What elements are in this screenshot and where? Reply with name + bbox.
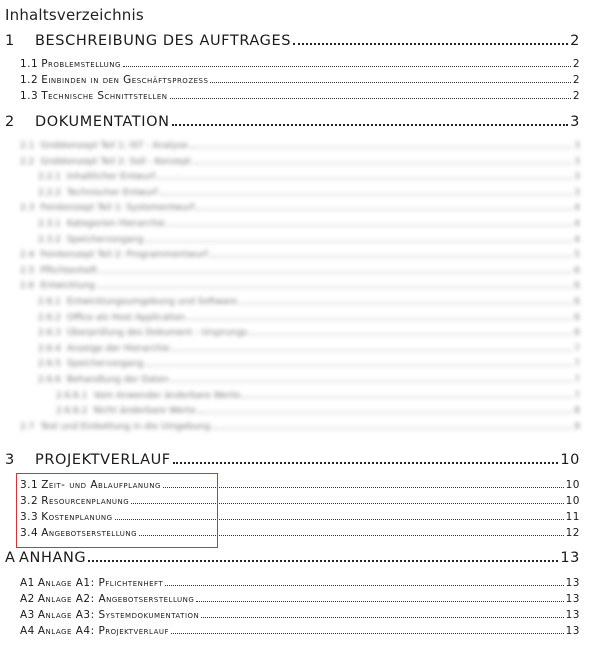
dot-leader bbox=[88, 560, 558, 562]
page-number: 2 bbox=[572, 90, 580, 102]
section-title: BESCHREIBUNG DES AUFTRAGES bbox=[35, 33, 292, 49]
dot-leader bbox=[123, 66, 571, 67]
entry-title: Technischer Entwurf bbox=[66, 188, 158, 198]
toc-entry-blurred[interactable] bbox=[38, 297, 580, 307]
dot-leader bbox=[171, 381, 573, 382]
page-number: 6 bbox=[574, 328, 580, 338]
entry-number: 2.6.3 bbox=[38, 328, 61, 338]
entry-number: 2.6 bbox=[20, 281, 35, 291]
entry-title: Pflichtenheft bbox=[40, 266, 98, 276]
dot-leader bbox=[249, 334, 572, 335]
entry-title: Einbinden in den Geschäftsprozess bbox=[41, 74, 209, 86]
entry-number: A4 bbox=[20, 625, 35, 637]
dot-leader bbox=[145, 365, 572, 366]
dot-leader bbox=[171, 633, 564, 634]
page-number: 3 bbox=[574, 141, 580, 151]
dot-leader bbox=[196, 209, 572, 210]
toc-entry-blurred[interactable] bbox=[20, 281, 580, 291]
toc-entry-blurred[interactable] bbox=[38, 235, 580, 245]
dot-leader bbox=[187, 319, 572, 320]
entry-title: Behandlung der Daten bbox=[66, 375, 169, 385]
toc-entry-a4[interactable] bbox=[20, 625, 580, 637]
entry-number: 2.6.6.1 bbox=[56, 391, 88, 401]
entry-title: Grobkonzept Teil 1: IST - Analyse bbox=[40, 141, 188, 151]
toc-title: Inhaltsverzeichnis bbox=[5, 6, 144, 24]
dot-leader bbox=[212, 428, 572, 429]
toc-entry-blurred[interactable] bbox=[56, 406, 580, 416]
page-number: 13 bbox=[565, 625, 580, 637]
entry-number: 2.6.5 bbox=[38, 359, 61, 369]
toc-entry-blurred[interactable] bbox=[20, 203, 580, 213]
entry-title: Anzeige der Hierarchie bbox=[66, 344, 170, 354]
page-number: 13 bbox=[565, 577, 580, 589]
entry-title: Entwicklungsumgebung und Software bbox=[66, 297, 238, 307]
dot-leader bbox=[242, 397, 572, 398]
page-number: 11 bbox=[565, 511, 580, 523]
entry-title: Entwicklung bbox=[40, 281, 95, 291]
dot-leader bbox=[193, 163, 572, 164]
entry-number: 2.2 bbox=[20, 157, 35, 167]
page-number: 2 bbox=[572, 58, 580, 70]
toc-entry-blurred[interactable] bbox=[38, 375, 580, 385]
entry-number: 2.6.1 bbox=[38, 297, 61, 307]
page-number: 7 bbox=[574, 344, 580, 354]
entry-number: A2 bbox=[20, 593, 35, 605]
entry-number: 1.2 bbox=[20, 74, 39, 86]
page-number: 3 bbox=[570, 114, 580, 130]
page-number: 8 bbox=[574, 406, 580, 416]
entry-title: Kostenplanung bbox=[41, 511, 113, 523]
entry-number: 1.3 bbox=[20, 90, 39, 102]
entry-number: 3.4 bbox=[20, 527, 39, 539]
toc-entry-blurred[interactable] bbox=[38, 219, 580, 229]
toc-entry-blurred[interactable] bbox=[38, 172, 580, 182]
entry-number: 2.7 bbox=[20, 422, 35, 432]
page-number: 7 bbox=[574, 359, 580, 369]
entry-title: Feinkonzept Teil 2: Programmentwurf bbox=[40, 250, 208, 260]
section-title: ANHANG bbox=[19, 550, 87, 566]
entry-number: 2.3.2 bbox=[38, 235, 61, 245]
entry-title: Grobkonzept Teil 2: Soll - Konzept bbox=[40, 157, 191, 167]
page-number: 12 bbox=[565, 527, 580, 539]
section-number: 2 bbox=[5, 114, 15, 130]
entry-number: A1 bbox=[20, 577, 35, 589]
toc-entry-blurred[interactable] bbox=[20, 141, 580, 151]
entry-title: Speichervorgang bbox=[66, 359, 144, 369]
toc-entry-a2[interactable] bbox=[20, 593, 580, 605]
entry-title: Angebotserstellung bbox=[41, 527, 138, 539]
page-number: 10 bbox=[565, 495, 580, 507]
page-number: 3 bbox=[574, 188, 580, 198]
dot-leader bbox=[172, 350, 573, 351]
entry-title: Vom Anwender änderbare Werte bbox=[93, 391, 241, 401]
entry-title: Anlage A1: Pflichtenheft bbox=[37, 577, 164, 589]
page-number: 2 bbox=[572, 74, 580, 86]
dot-leader bbox=[196, 601, 563, 602]
entry-title: Resourcenplanung bbox=[41, 495, 130, 507]
page-number: 6 bbox=[574, 281, 580, 291]
section-number: 3 bbox=[5, 452, 15, 468]
dot-leader bbox=[210, 82, 570, 83]
section-number: 1 bbox=[5, 33, 15, 49]
toc-entry-blurred[interactable] bbox=[20, 250, 580, 260]
entry-title: Feinkonzept Teil 1: Systementwurf bbox=[40, 203, 195, 213]
page-number: 10 bbox=[560, 452, 580, 468]
page-number: 5 bbox=[574, 250, 580, 260]
page-number: 6 bbox=[574, 313, 580, 323]
entry-title: Technische Schnittstellen bbox=[41, 90, 168, 102]
entry-number: 2.2.1 bbox=[38, 172, 61, 182]
entry-title: Office als Host Application bbox=[66, 313, 186, 323]
page-number: 10 bbox=[565, 479, 580, 491]
toc-entry-blurred[interactable] bbox=[38, 313, 580, 323]
page-number: 6 bbox=[574, 266, 580, 276]
entry-title: Test und Einbettung in die Umgebung bbox=[40, 422, 211, 432]
dot-leader bbox=[160, 194, 573, 195]
dot-leader bbox=[165, 585, 563, 586]
highlight-box bbox=[16, 473, 218, 548]
entry-title: Anlage A3: Systemdokumentation bbox=[37, 609, 200, 621]
entry-title: Anlage A4: Projektverlauf bbox=[37, 625, 170, 637]
toc-entry-a3[interactable] bbox=[20, 609, 580, 621]
page-number: 4 bbox=[574, 235, 580, 245]
toc-entry-1-3[interactable] bbox=[20, 90, 580, 102]
entry-title: Problemstellung bbox=[41, 58, 121, 70]
dot-leader bbox=[173, 462, 559, 464]
entry-title: Überprüfung des Dokument - Ursprungs bbox=[66, 328, 248, 338]
entry-title: Zeit- und Ablaufplanung bbox=[41, 479, 161, 491]
dot-leader bbox=[170, 98, 571, 99]
toc-entry-blurred[interactable] bbox=[38, 344, 580, 354]
entry-title: Inhaltlicher Entwurf bbox=[66, 172, 156, 182]
toc-entry-1-2[interactable] bbox=[20, 74, 580, 86]
section-number: A bbox=[5, 550, 16, 566]
toc-section-a[interactable] bbox=[5, 550, 580, 566]
entry-number: 2.2.2 bbox=[38, 188, 61, 198]
dot-leader bbox=[145, 241, 572, 242]
page-number: 7 bbox=[574, 391, 580, 401]
entry-number: 2.6.4 bbox=[38, 344, 61, 354]
entry-title: Kategorien Hierarchie bbox=[66, 219, 165, 229]
toc-entry-a1[interactable] bbox=[20, 577, 580, 589]
page-number: 13 bbox=[565, 593, 580, 605]
entry-number: 2.3.1 bbox=[38, 219, 61, 229]
page-number: 6 bbox=[574, 297, 580, 307]
toc-entry-blurred[interactable] bbox=[20, 157, 580, 167]
page-number: 4 bbox=[574, 219, 580, 229]
page-number: 13 bbox=[565, 609, 580, 621]
toc-entry-1-1[interactable] bbox=[20, 58, 580, 70]
page-number: 13 bbox=[560, 550, 580, 566]
toc-section-2[interactable] bbox=[5, 114, 580, 130]
toc-section-3[interactable] bbox=[5, 452, 580, 468]
entry-number: 2.4 bbox=[20, 250, 35, 260]
toc-entry-blurred[interactable] bbox=[56, 391, 580, 401]
page-number: 2 bbox=[570, 33, 580, 49]
dot-leader bbox=[97, 287, 572, 288]
page-number: 9 bbox=[574, 422, 580, 432]
entry-title: Speichervorgang bbox=[66, 235, 144, 245]
dot-leader bbox=[157, 178, 572, 179]
entry-number: 2.5 bbox=[20, 266, 35, 276]
dot-leader bbox=[293, 43, 568, 45]
entry-number: 3.2 bbox=[20, 495, 39, 507]
dot-leader bbox=[210, 256, 573, 257]
page-number: 4 bbox=[574, 203, 580, 213]
entry-number: 2.6.2 bbox=[38, 313, 61, 323]
dot-leader bbox=[190, 147, 573, 148]
page-number: 3 bbox=[574, 157, 580, 167]
entry-title: Anlage A2: Angebotserstellung bbox=[37, 593, 195, 605]
toc-entry-blurred[interactable] bbox=[20, 266, 580, 276]
dot-leader bbox=[163, 487, 564, 488]
page-number: 7 bbox=[574, 375, 580, 385]
dot-leader bbox=[198, 412, 573, 413]
dot-leader bbox=[239, 303, 572, 304]
toc-entry-blurred[interactable] bbox=[38, 188, 580, 198]
toc-entry-blurred[interactable] bbox=[38, 359, 580, 369]
entry-number: 2.1 bbox=[20, 141, 35, 151]
section-title: DOKUMENTATION bbox=[35, 114, 170, 130]
dot-leader bbox=[167, 225, 572, 226]
entry-number: A3 bbox=[20, 609, 35, 621]
entry-number: 3.1 bbox=[20, 479, 39, 491]
section-title: PROJEKTVERLAUF bbox=[35, 452, 171, 468]
entry-number: 2.6.6.2 bbox=[56, 406, 88, 416]
dot-leader bbox=[172, 124, 569, 126]
toc-entry-blurred[interactable] bbox=[38, 328, 580, 338]
entry-number: 1.1 bbox=[20, 58, 39, 70]
page-number: 3 bbox=[574, 172, 580, 182]
entry-number: 2.3 bbox=[20, 203, 35, 213]
toc-section-1[interactable] bbox=[5, 33, 580, 49]
entry-number: 3.3 bbox=[20, 511, 39, 523]
entry-number: 2.6.6 bbox=[38, 375, 61, 385]
toc-entry-blurred[interactable] bbox=[20, 422, 580, 432]
dot-leader bbox=[99, 272, 572, 273]
dot-leader bbox=[201, 617, 563, 618]
entry-title: Nicht änderbare Werte bbox=[93, 406, 196, 416]
